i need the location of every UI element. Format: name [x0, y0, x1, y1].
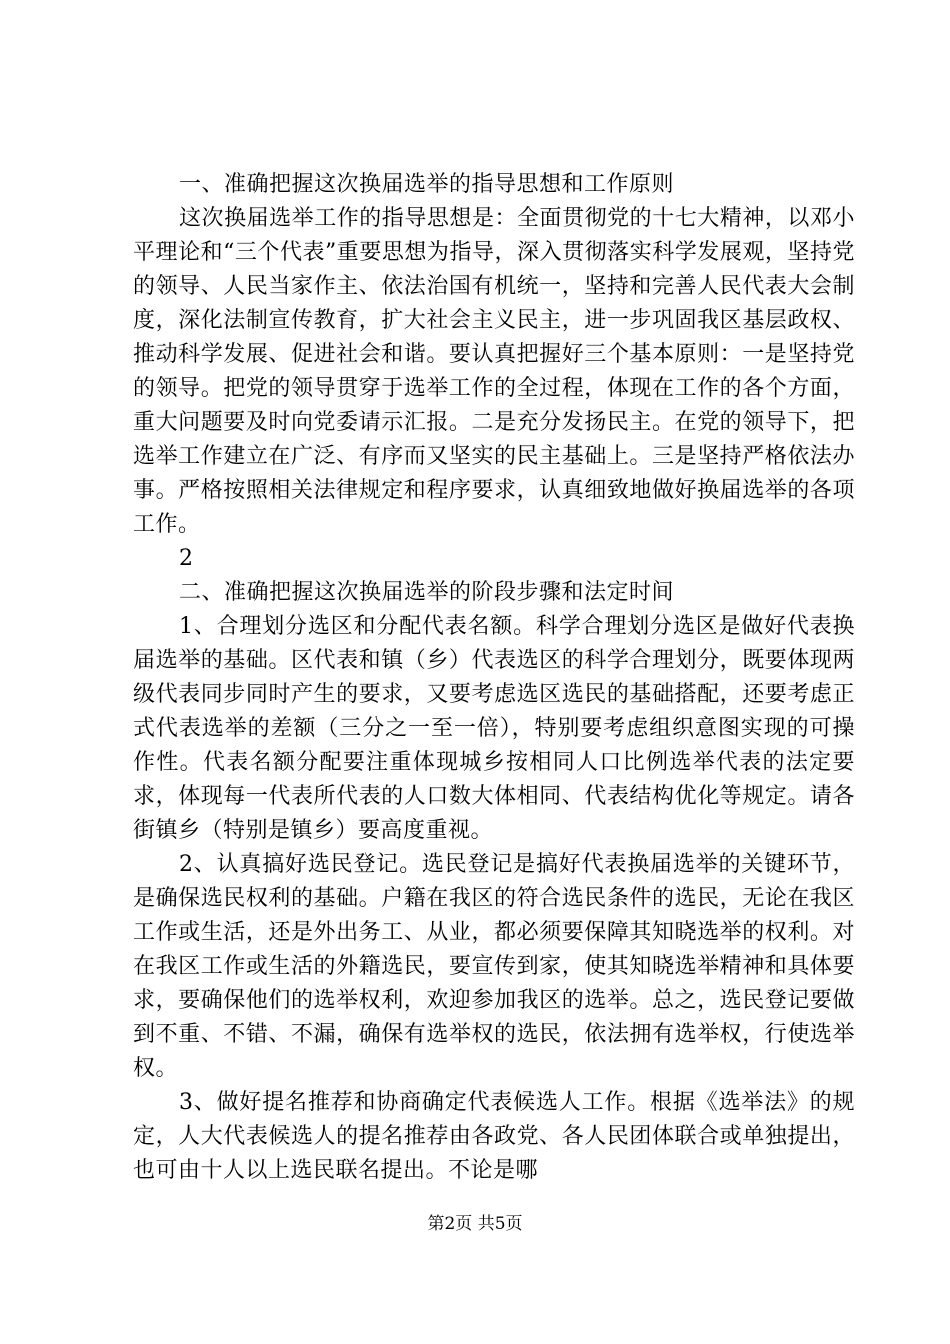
page-footer: 第2页 共5页: [427, 1214, 523, 1234]
page-number-marker: 2: [179, 546, 194, 571]
section-heading-1: 一、准确把握这次换届选举的指导思想和工作原则: [179, 172, 675, 197]
paragraph-step-3: 3、做好提名推荐和协商确定代表候选人工作。根据《选举法》的规定，人大代表候选人的提名推荐由各政党、各人民团体联合或单独提出，也可由十人以上选民联名提出。不论是哪: [133, 1090, 855, 1183]
paragraph-step-2: 2、认真搞好选民登记。选民登记是搞好代表换届选举的关键环节，是确保选民权利的基础。户籍在我区的符合选民条件的选民，无论在我区工作或生活，还是外出务工、从业，都必须要保障其知晓选举的权利。对在我区工作或生活的外籍选民，要宣传到家，使其知晓选举精神和具体要求，要确保他们的选举权利，欢迎参加我区的选举。总之，选民登记要做到不重、不错、不漏，确保有选举权的选民，依法拥有选举权，行使选举权。: [133, 852, 855, 1081]
paragraph-guiding-principles: 这次换届选举工作的指导思想是：全面贯彻党的十七大精神，以邓小平理论和“三个代表”重要思想为指导，深入贯彻落实科学发展观，坚持党的领导、人民当家作主、依法治国有机统一，坚持和完善人民代表大会制度，深化法制宣传教育，扩大社会主义民主，进一步巩固我区基层政权、推动科学发展、促进社会和谐。要认真把握好三个基本原则：一是坚持党的领导。把党的领导贯穿于选举工作的全过程，体现在工作的各个方面，重大问题要及时向党委请示汇报。二是充分发扬民主。在党的领导下，把选举工作建立在广泛、有序而又坚实的民主基础上。三是坚持严格依法办事。严格按照相关法律规定和程序要求，认真细致地做好换届选举的各项工作。: [133, 206, 855, 537]
document-body: [133, 168, 855, 1188]
paragraph-step-1: 1、合理划分选区和分配代表名额。科学合理划分选区是做好代表换届选举的基础。区代表和镇（乡）代表选区的科学合理划分，既要体现两级代表同步同时产生的要求，又要考虑选区选民的基础搭配，还要考虑正式代表选举的差额（三分之一至一倍），特别要考虑组织意图实现的可操作性。代表名额分配要注重体现城乡按相同人口比例选举代表的法定要求，体现每一代表所代表的人口数大体相同、代表结构优化等规定。请各街镇乡（特别是镇乡）要高度重视。: [133, 614, 855, 843]
section-heading-2: 二、准确把握这次换届选举的阶段步骤和法定时间: [179, 580, 675, 605]
